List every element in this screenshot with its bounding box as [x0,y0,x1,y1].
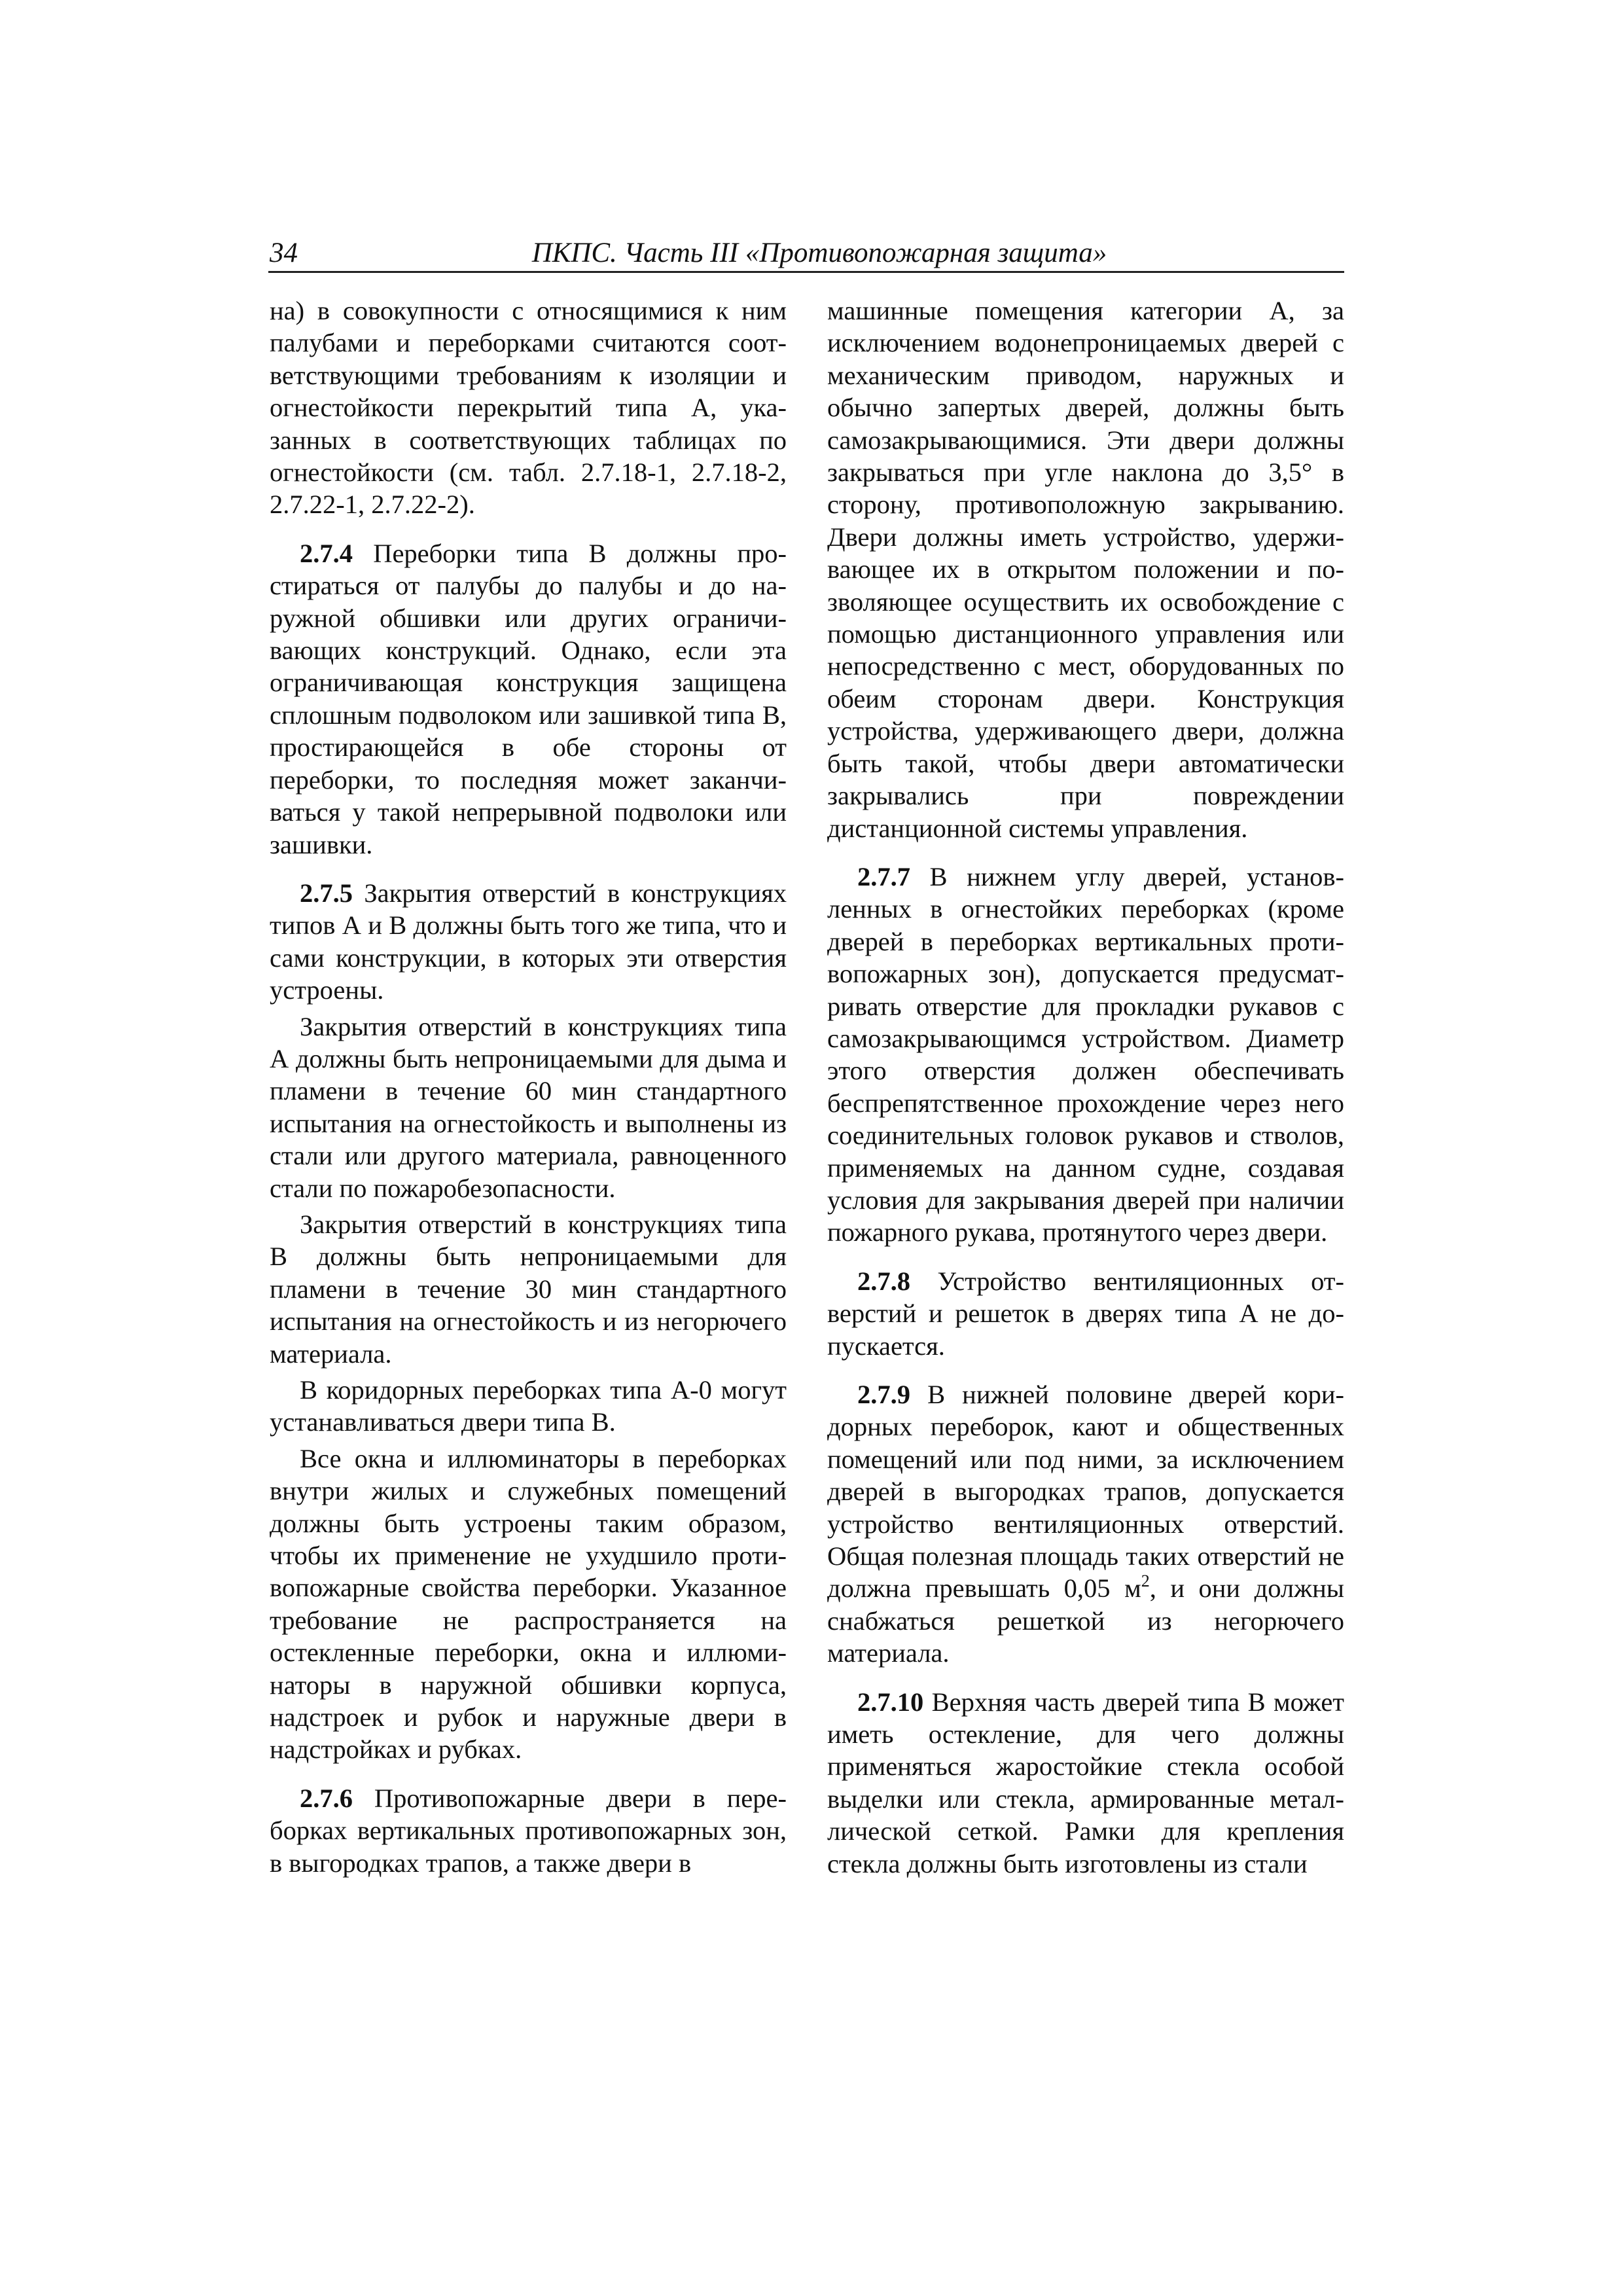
paragraph-text: Верхняя часть дверей типа В может иметь остекление, для чего должны применяться жаростойкие стекла особой выделки или стекла, армированные металлической сеткой. Рамки для крепления стекла должны быть изготовлены из стали [827,1687,1344,1878]
paragraph-text: Закрытия отверстий в конструкциях типов А и В должны быть того же типа, что и сами конструкции, в которых эти отверстия устроены. [270,878,787,1005]
paragraph: Все окна и иллюминаторы в переборках внутри жилых и служебных помещений должны быть устроены таким образом, чтобы их применение не ухудшило противопожарные свойства переборки. Указанное требование не распространяется на остекленные переборки, окна и иллюминаторы в наружной обшивки корпуса, надстроек и рубок и наружные двери в надстройках и рубках. [270,1443,787,1765]
page-number: 34 [270,238,298,268]
paragraph: Закрытия отверстий в конструкциях типа В должны быть непроницаемыми для пламени в течение 30 мин стандартного испытания на огнестойкость и из негорючего материала. [270,1209,787,1369]
paragraph: машинные помещения категории А, за исключением водонепроницаемых дверей с механическим приводом, наружных и обычно запертых дверей, должны быть самозакрывающимися. Эти двери должны закрываться при угле наклона до 3,5° в сторону, противоположную закрыванию. Двери должны иметь устройство, удерживающее их в открытом положении и позволяющее осуществить их освобождение с помощью дистанционного управления или непосредственно с мест, оборудованных по обеим сторонам двери. Конструкция устройства, удерживающего двери, должна быть такой, чтобы двери автоматически закрывались при повреждении дистанционной системы управления. [827,296,1344,843]
section-2-7-10 [827,1686,1344,1880]
section-2-7-5 [270,877,787,1007]
running-title: ПКПС. Часть III «Противопожарная защита» [531,238,1107,268]
paragraph: В коридорных переборках типа А-0 могут устанавливаться двери типа В. [270,1375,787,1437]
section-2-7-9 [827,1378,1344,1670]
section-2-7-8 [827,1265,1344,1362]
section-number: 2.7.8 [857,1266,910,1296]
section-number: 2.7.9 [857,1380,910,1409]
section-2-7-4 [270,537,787,861]
section-number: 2.7.7 [857,861,910,891]
paragraph-text: Противопожарные двери в переборках вертикальных противопожарных зон, в выгородках трапов, а также двери в [270,1783,787,1878]
section-number: 2.7.4 [300,538,353,568]
section-number: 2.7.5 [300,878,353,908]
left-column [270,295,787,1879]
paragraph-text: В нижней половине дверей коридорных переборок, кают и общественных помещений или под ними, за исключением дверей в выгородках трапов, допускается устройство вентиляционных отверстий. Общая полезная площадь таких отверстий не должна превышать 0,05 м [827,1380,1344,1604]
right-column [827,295,1344,1880]
paragraph: на) в совокупности с относящимися к ним палубами и переборками считаются соответствующими требованиям к изоляции и огнестойкости перекрытий типа А, указанных в соответствующих таблицах по огнестойкости (см. табл. 2.7.18-1, 2.7.18-2, 2.7.22-1, 2.7.22-2). [270,296,787,520]
superscript: 2 [1141,1571,1150,1591]
section-2-7-7 [827,861,1344,1249]
section-2-7-6 [270,1782,787,1879]
paragraph-text: , и они должны снабжаться решеткой из негорючего материала. [827,1573,1345,1668]
header-rule [268,271,1344,273]
section-number: 2.7.6 [300,1783,353,1813]
section-number: 2.7.10 [857,1687,924,1717]
paragraph: Закрытия отверстий в конструкциях типа А должны быть непроницаемыми для дыма и пламени в течение 60 мин стандартного испытания на огнестойкость и выполнены из стали или другого материала, равноценного стали по пожаробезопасности. [270,1011,787,1203]
paragraph-text: В нижнем углу дверей, установленных в огнестойких переборках (кроме дверей в переборках вертикальных противопожарных зон), допускается предусматривать отверстие для прокладки рукавов с самозакрывающимся устройством. Диаметр этого отверстия должен обеспечивать беспрепятственное прохождение через него соединительных головок рукавов и стволов, применяемых на данном судне, создавая условия для закрывания дверей при наличии пожарного рукава, протянутого через двери. [827,861,1344,1247]
page-header [268,237,1344,274]
paragraph-text: Переборки типа В должны простираться от палубы до палубы и до наружной обшивки или других ограничивающих конструкций. Однако, если эта ограничивающая конструкция защищена сплошным подволоком или зашивкой типа В, простирающейся в обе стороны от переборки, то последняя может заканчиваться у такой непрерывной подволоки или зашивки. [270,538,787,859]
paragraph-text: Устройство вентиляционных отверстий и решеток в дверях типа А не допускается. [827,1266,1344,1361]
